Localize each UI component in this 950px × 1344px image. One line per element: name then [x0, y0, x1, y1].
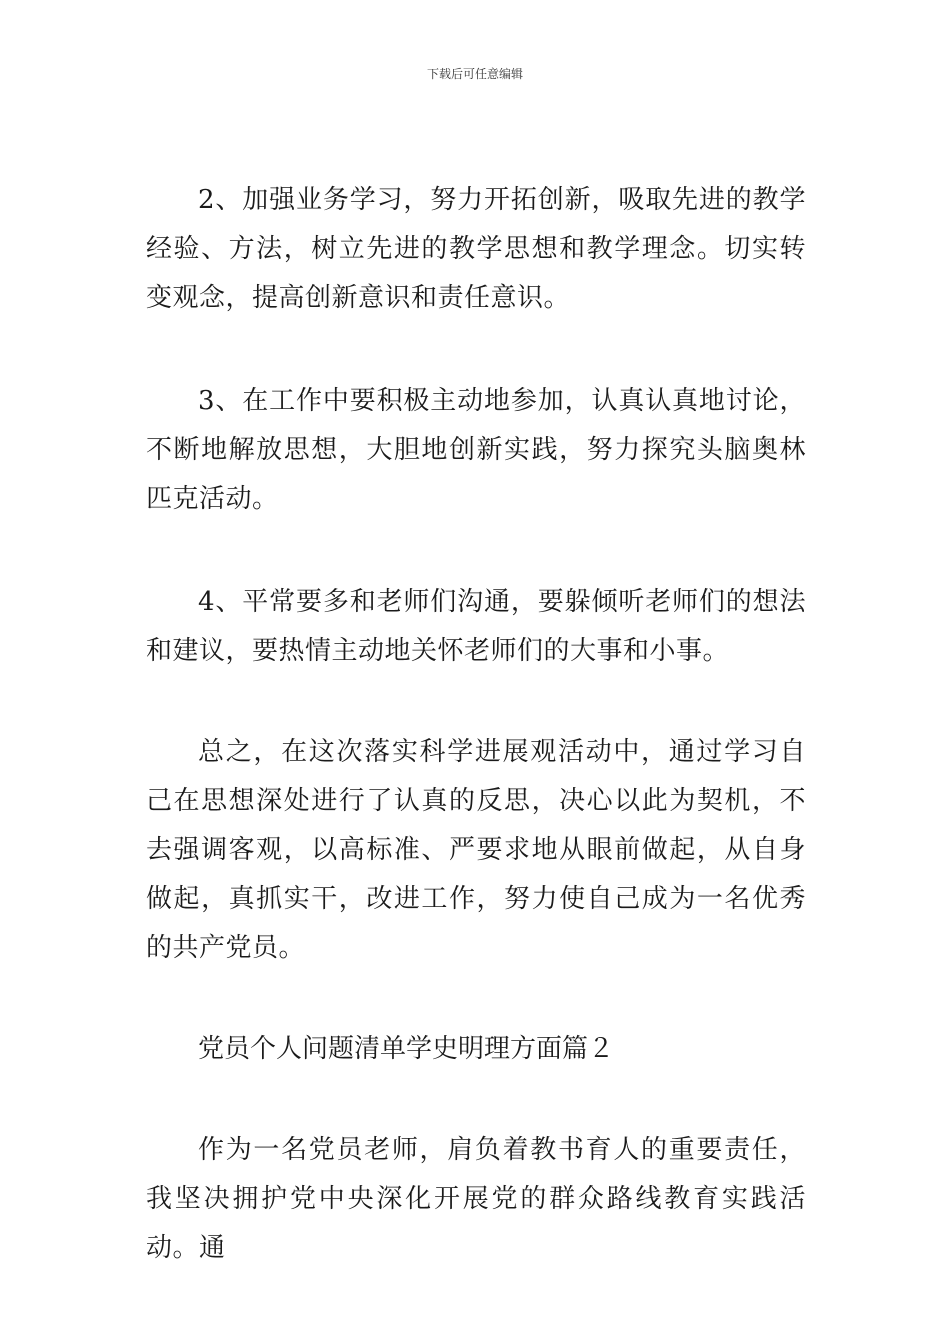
document-body: [146, 176, 806, 1273]
paragraph-item-3: 3、在工作中要积极主动地参加，认真认真地讨论，不断地解放思想，大胆地创新实践，努力探究头脑奥林匹克活动。: [146, 386, 806, 514]
paragraph-summary: 总之，在这次落实科学进展观活动中，通过学习自己在思想深处进行了认真的反思，决心以此为契机，不去强调客观，以高标准、严要求地从眼前做起，从自身做起，真抓实干，改进工作，努力使自己成为一名优秀的共产党员。: [146, 737, 806, 963]
page-header-note: 下载后可任意编辑: [426, 67, 523, 81]
section-paragraph: 作为一名党员老师，肩负着教书育人的重要责任，我坚决拥护党中央深化开展党的群众路线教育实践活动。通: [146, 1135, 806, 1263]
paragraph-item-2: 2、加强业务学习，努力开拓创新，吸取先进的教学经验、方法，树立先进的教学思想和教学理念。切实转变观念，提高创新意识和责任意识。: [146, 185, 806, 313]
section-heading: 党员个人问题清单学史明理方面篇２: [198, 1034, 615, 1064]
paragraph-item-4: 4、平常要多和老师们沟通，要躲倾听老师们的想法和建议，要热情主动地关怀老师们的大事和小事。: [146, 587, 806, 666]
